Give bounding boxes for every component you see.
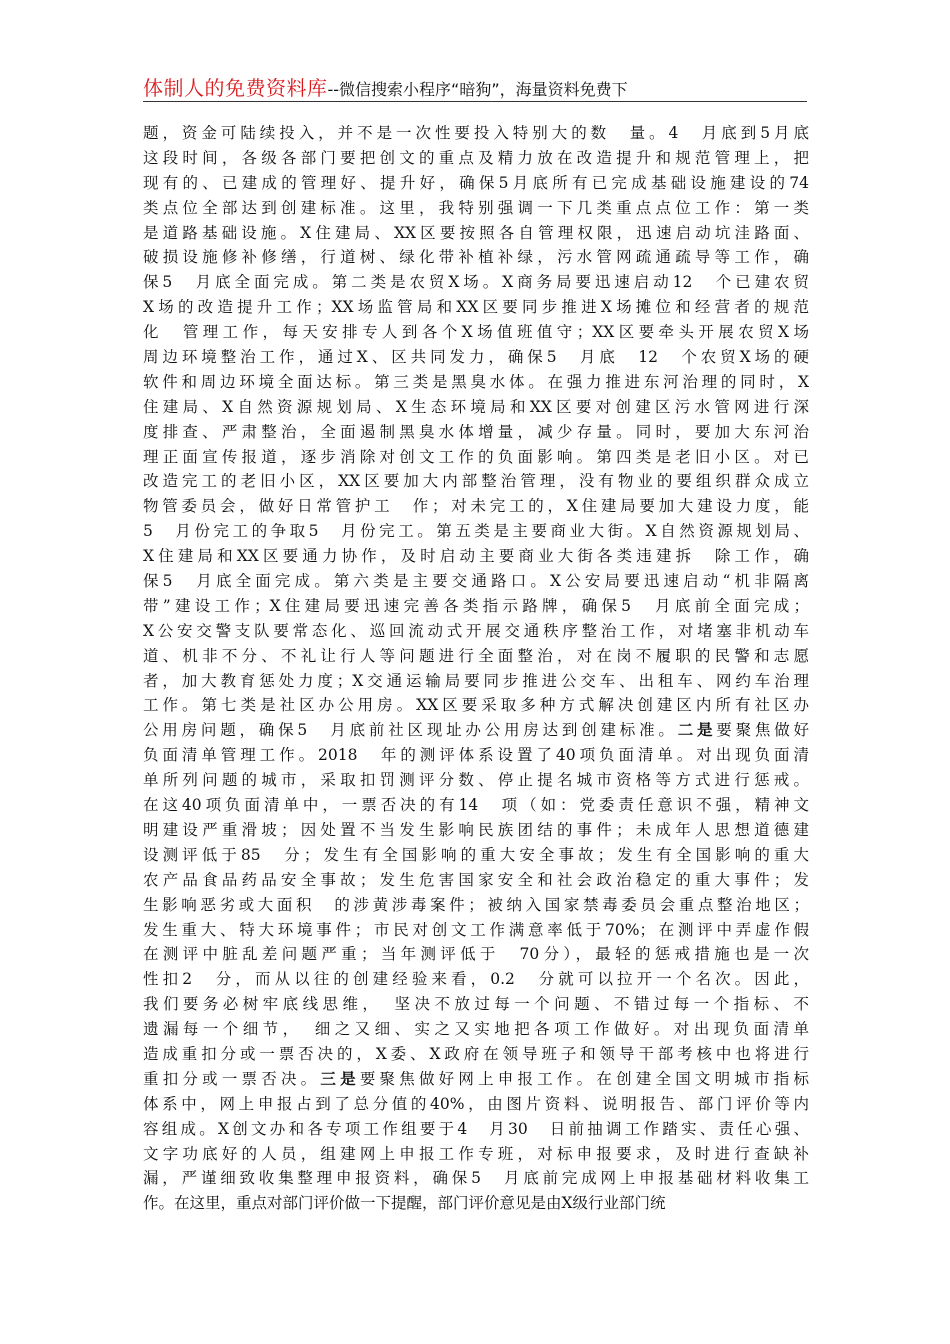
body-line: 我们要务必树牢底线思维， 坚决不放过每一个问题、不错过每一个指标、不 (143, 995, 809, 1014)
body-line: 重扣分或一票否决。三是要聚焦做好网上申报工作。在创建全国文明城市指标 (143, 1068, 809, 1088)
body-line: 明建设严重滑坡；因处置不当发生影响民族团结的事件；未成年人思想道德建 (143, 820, 809, 839)
body-line: 道、机非不分、不礼让行人等问题进行全面整治，对在岗不履职的民警和志愿 (143, 646, 809, 665)
header-brand-title: 体制人的免费资料库 (143, 76, 328, 100)
body-line: 遗漏每一个细节， 细之又细、实之又实地把各项工作做好。对出现负面清单 (143, 1020, 809, 1039)
body-line: X公安交警支队要常态化、巡回流动式开展交通秩序整治工作，对堵塞非机动车 (143, 621, 809, 640)
body-line: 类点位全部达到创建标准。这里，我特别强调一下几类重点点位工作：第一类 (143, 198, 809, 217)
body-line: 软件和周边环境全面达标。第三类是黑臭水体。在强力推进东河治理的同时，X (143, 372, 809, 391)
section-lead-in: 二是 (677, 720, 717, 740)
body-line: 公用房问题，确保5 月底前社区现址办公用房达到创建标准。二是要聚焦做好 (143, 720, 809, 740)
body-line: 化 管理工作，每天安排专人到各个X场值班值守；XX区要牵头开展农贸X场 (143, 323, 809, 342)
body-line: 容组成。X创文办和各专项工作组要于4 月30 日前抽调工作踏实、责任心强、 (143, 1119, 809, 1138)
body-line: 负面清单管理工作。2018 年的测评体系设置了40项负面清单。对出现负面清 (143, 746, 809, 765)
body-line: 体系中，网上申报占到了总分值的40%，由图片资料、说明报告、部门评价等内 (143, 1094, 809, 1113)
body-line: 题，资金可陆续投入，并不是一次性要投入特别大的数 量。4 月底到5月底 (143, 124, 809, 142)
body-line: 文字功底好的人员，组建网上申报工作专班，对标申报要求，及时进行查缺补 (143, 1144, 809, 1163)
body-line: 物管委员会，做好日常管护工 作；对未完工的，X住建局要加大建设力度，能 (143, 497, 809, 516)
body-line: 漏，严谨细致收集整理申报资料，确保5 月底前完成网上申报基础材料收集工 (143, 1169, 809, 1188)
body-line: 作。在这里，重点对部门评价做一下提醒，部门评价意见是由X级行业部门统 (143, 1194, 666, 1213)
body-line: 住建局、X自然资源规划局、X生态环境局和XX区要对创建区污水管网进行深 (143, 397, 809, 416)
body-line: 保5 月底全面完成。第六类是主要交通路口。X公安局要迅速启动“机非隔离 (143, 572, 809, 591)
body-text (143, 121, 809, 1216)
body-line: X场的改造提升工作；XX场监管局和XX区要同步推进X场摊位和经营者的规范 (143, 298, 809, 317)
body-line: 破损设施修补修缮，行道树、绿化带补植补绿，污水管网疏通疏导等工作，确 (143, 248, 809, 267)
header-divider (143, 101, 807, 102)
body-line: 5 月份完工的争取5 月份完工。第五类是主要商业大街。X自然资源规划局、 (143, 522, 809, 541)
body-line: 现有的、已建成的管理好、提升好，确保5月底所有已完成基础设施建设的74 (143, 173, 809, 192)
body-line: 在测评中脏乱差问题严重；当年测评低于 70分），最轻的惩戒措施也是一次 (143, 945, 809, 964)
header-slogan: --微信搜索小程序“暗狗”，海量资料免费下 (327, 80, 628, 99)
body-line: 单所列问题的城市，采取扣罚测评分数、停止提名城市资格等方式进行惩戒。 (143, 771, 809, 790)
body-line: 发生重大、特大环境事件；市民对创文工作满意率低于70%；在测评中弄虚作假 (143, 920, 809, 939)
body-line: 设测评低于85 分；发生有全国影响的重大安全事故；发生有全国影响的重大 (143, 845, 809, 864)
body-line: 生影响恶劣或大面积 的涉黄涉毒案件；被纳入国家禁毒委员会重点整治地区； (143, 895, 809, 914)
body-line: 是道路基础设施。X住建局、XX区要按照各自管理权限，迅速启动坑洼路面、 (143, 223, 809, 242)
body-line: 在这40项负面清单中，一票否决的有14 项（如：党委责任意识不强，精神文 (143, 796, 809, 815)
body-line: 工作。第七类是社区办公用房。XX区要采取多种方式解决创建区内所有社区办 (143, 696, 809, 715)
body-line: 理正面宣传报道，逐步消除对创文工作的负面影响。第四类是老旧小区。对已 (143, 447, 809, 466)
body-line: 者，加大教育惩处力度；X交通运输局要同步推进公交车、出租车、网约车治理 (143, 671, 809, 690)
body-line: 带”建设工作；X住建局要迅速完善各类指示路牌，确保5 月底前全面完成； (143, 596, 809, 615)
body-line: 度排查、严肃整治，全面遏制黑臭水体增量，减少存量。同时，要加大东河治 (143, 422, 809, 441)
body-line: 周边环境整治工作，通过X、区共同发力，确保5 月底 12 个农贸X场的硬 (143, 348, 809, 367)
body-line: 农产品食品药品安全事故；发生危害国家安全和社会政治稳定的重大事件；发 (143, 870, 809, 889)
body-line: 保5 月底全面完成。第二类是农贸X场。X商务局要迅速启动12 个已建农贸 (143, 273, 809, 292)
page-header (143, 72, 807, 102)
body-line: 这段时间，各级各部门要把创文的重点及精力放在改造提升和规范管理上，把 (143, 148, 809, 167)
body-line: 造成重扣分或一票否决的，X委、X政府在领导班子和领导干部考核中也将进行 (143, 1044, 809, 1063)
body-line: X住建局和XX区要通力协作，及时启动主要商业大街各类违建拆 除工作，确 (143, 547, 809, 566)
body-line: 改造完工的老旧小区，XX区要加大内部整治管理，没有物业的要组织群众成立 (143, 472, 809, 491)
body-line: 性扣2 分，而从以往的创建经验来看，0.2 分就可以拉开一个名次。因此， (143, 970, 809, 989)
section-lead-in: 三是 (320, 1068, 360, 1088)
